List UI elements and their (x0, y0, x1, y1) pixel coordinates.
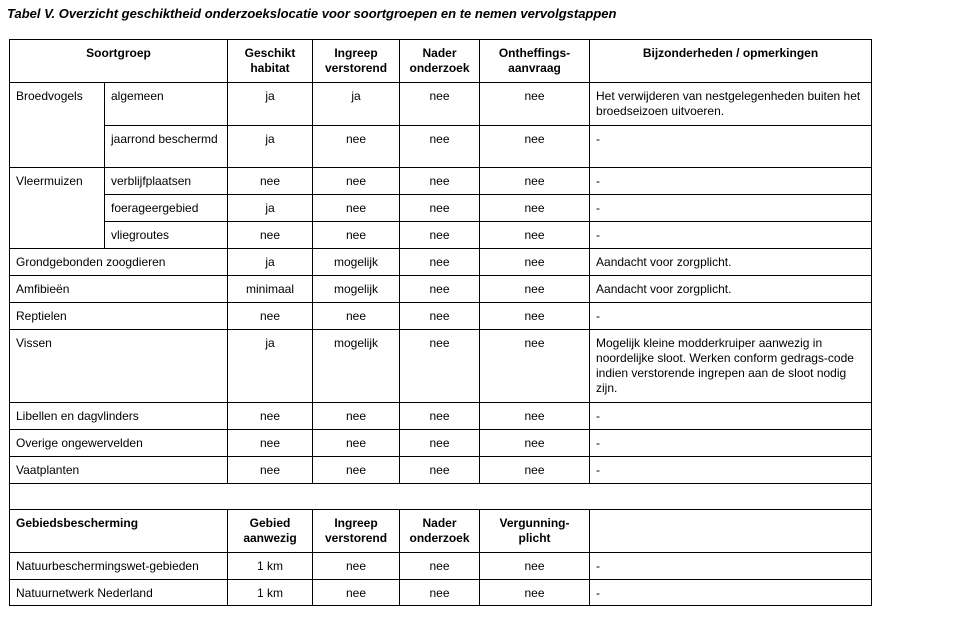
nader-cell: nee (400, 168, 480, 195)
nader-cell: nee (400, 276, 480, 303)
table-row (10, 249, 872, 276)
table-row (10, 553, 872, 580)
sub-cell: jaarrond beschermd (105, 126, 228, 168)
habitat-cell: ja (228, 330, 313, 403)
empty-cell (10, 484, 872, 510)
remark-cell: - (590, 580, 872, 606)
header-ingreep-verstorend: Ingreep verstorend (313, 40, 400, 83)
habitat-cell: nee (228, 222, 313, 249)
remark-cell: - (590, 126, 872, 168)
habitat-cell: ja (228, 83, 313, 126)
empty-cell (590, 510, 872, 553)
ontheffing-cell: nee (480, 83, 590, 126)
group-cell: Natuurbeschermingswet-gebieden (10, 553, 228, 580)
nader-cell: nee (400, 126, 480, 168)
habitat-cell: ja (228, 126, 313, 168)
ontheffing-cell: nee (480, 249, 590, 276)
header-nader-onderzoek: Nader onderzoek (400, 40, 480, 83)
header-ontheffingsaanvraag: Ontheffings-aanvraag (480, 40, 590, 83)
nader-cell: nee (400, 457, 480, 484)
nader-cell: nee (400, 553, 480, 580)
remark-cell: - (590, 430, 872, 457)
table-row (10, 126, 872, 168)
ingreep-cell: nee (313, 303, 400, 330)
remark-cell: - (590, 553, 872, 580)
table-header-row (10, 40, 872, 83)
ingreep-cell: nee (313, 553, 400, 580)
sub-cell: vliegroutes (105, 222, 228, 249)
ingreep-cell: nee (313, 580, 400, 606)
aanwezig-cell: 1 km (228, 580, 313, 606)
remark-cell: - (590, 403, 872, 430)
nader-cell: nee (400, 330, 480, 403)
habitat-cell: nee (228, 168, 313, 195)
ingreep-cell: mogelijk (313, 249, 400, 276)
header-vergunningplicht: Vergunning-plicht (480, 510, 590, 553)
ingreep-cell: mogelijk (313, 330, 400, 403)
ontheffing-cell: nee (480, 168, 590, 195)
group-cell-continued (10, 126, 105, 168)
habitat-cell: nee (228, 430, 313, 457)
habitat-cell: ja (228, 195, 313, 222)
header-gebied-aanwezig: Gebied aanwezig (228, 510, 313, 553)
nader-cell: nee (400, 303, 480, 330)
group-cell: Vissen (10, 330, 228, 403)
group-cell: Broedvogels (10, 83, 105, 126)
group-cell: Overige ongewervelden (10, 430, 228, 457)
table-row (10, 580, 872, 606)
ingreep-cell: nee (313, 168, 400, 195)
group-cell: Grondgebonden zoogdieren (10, 249, 228, 276)
nader-cell: nee (400, 580, 480, 606)
header-geschikt-habitat: Geschikt habitat (228, 40, 313, 83)
group-cell: Vaatplanten (10, 457, 228, 484)
table-row (10, 195, 872, 222)
aanwezig-cell: 1 km (228, 553, 313, 580)
remark-cell: Het verwijderen van nestgelegenheden buiten het broedseizoen uitvoeren. (590, 83, 872, 126)
ingreep-cell: nee (313, 126, 400, 168)
sub-cell: foerageergebied (105, 195, 228, 222)
habitat-cell: nee (228, 457, 313, 484)
table-header-row-2 (10, 510, 872, 553)
ontheffing-cell: nee (480, 403, 590, 430)
ingreep-cell: ja (313, 83, 400, 126)
ingreep-cell: nee (313, 457, 400, 484)
remark-cell: Aandacht voor zorgplicht. (590, 249, 872, 276)
ingreep-cell: nee (313, 222, 400, 249)
spacer-row (10, 484, 872, 510)
remark-cell: - (590, 303, 872, 330)
table-row (10, 403, 872, 430)
remark-cell: - (590, 168, 872, 195)
sub-cell: algemeen (105, 83, 228, 126)
group-cell: Reptielen (10, 303, 228, 330)
remark-cell: - (590, 222, 872, 249)
ontheffing-cell: nee (480, 430, 590, 457)
ontheffing-cell: nee (480, 222, 590, 249)
table-caption: Tabel V. Overzicht geschiktheid onderzoekslocatie voor soortgroepen en te nemen vervolgstappen (7, 6, 617, 21)
header-ingreep-verstorend-2: Ingreep verstorend (313, 510, 400, 553)
table-row (10, 303, 872, 330)
nader-cell: nee (400, 403, 480, 430)
ingreep-cell: nee (313, 195, 400, 222)
header-bijzonderheden: Bijzonderheden / opmerkingen (590, 40, 872, 83)
habitat-cell: minimaal (228, 276, 313, 303)
nader-cell: nee (400, 249, 480, 276)
ingreep-cell: nee (313, 430, 400, 457)
remark-cell: - (590, 195, 872, 222)
ontheffing-cell: nee (480, 126, 590, 168)
nader-cell: nee (400, 430, 480, 457)
remark-cell: Aandacht voor zorgplicht. (590, 276, 872, 303)
habitat-cell: ja (228, 249, 313, 276)
table-row (10, 83, 872, 126)
sub-cell: verblijfplaatsen (105, 168, 228, 195)
ontheffing-cell: nee (480, 276, 590, 303)
table-row (10, 330, 872, 403)
table-row (10, 457, 872, 484)
habitat-cell: nee (228, 403, 313, 430)
habitat-cell: nee (228, 303, 313, 330)
nader-cell: nee (400, 83, 480, 126)
ontheffing-cell: nee (480, 457, 590, 484)
group-cell: Libellen en dagvlinders (10, 403, 228, 430)
group-cell: Vleermuizen (10, 168, 105, 195)
group-cell: Amfibieën (10, 276, 228, 303)
table-row (10, 168, 872, 195)
header-nader-onderzoek-2: Nader onderzoek (400, 510, 480, 553)
group-cell-continued (10, 195, 105, 222)
nader-cell: nee (400, 195, 480, 222)
header-soortgroep: Soortgroep (10, 40, 228, 83)
ontheffing-cell: nee (480, 195, 590, 222)
vergunning-cell: nee (480, 580, 590, 606)
vergunning-cell: nee (480, 553, 590, 580)
ingreep-cell: mogelijk (313, 276, 400, 303)
remark-cell: - (590, 457, 872, 484)
species-table (9, 39, 872, 606)
ontheffing-cell: nee (480, 330, 590, 403)
remark-cell: Mogelijk kleine modderkruiper aanwezig in noordelijke sloot. Werken conform gedrags-code indien verstorende ingrepen aan de sloot nodig zijn. (590, 330, 872, 403)
group-cell-continued (10, 222, 105, 249)
table-row (10, 222, 872, 249)
header-gebiedsbescherming: Gebiedsbescherming (10, 510, 228, 553)
ontheffing-cell: nee (480, 303, 590, 330)
ingreep-cell: nee (313, 403, 400, 430)
nader-cell: nee (400, 222, 480, 249)
table-row (10, 430, 872, 457)
group-cell: Natuurnetwerk Nederland (10, 580, 228, 606)
table-row (10, 276, 872, 303)
